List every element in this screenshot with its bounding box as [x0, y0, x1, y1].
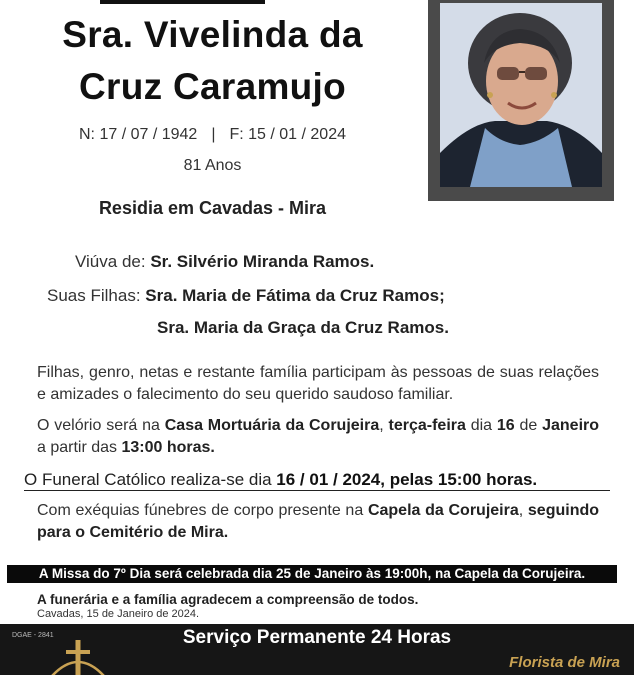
widow-label: Viúva de: [75, 252, 146, 271]
wake-date: 16 [496, 417, 515, 434]
wake-text-4: de [514, 417, 543, 434]
deceased-name-line2: Cruz Caramujo [78, 66, 347, 107]
daughter-2-line [157, 318, 449, 338]
top-decorative-bar [100, 0, 265, 4]
wake-time: 13:00 horas. [121, 439, 215, 456]
wake-month: Janeiro [542, 417, 600, 434]
brand-name: Florista de Mira [509, 654, 620, 671]
exequies-text-3: seguindo para o Cemitério de Mira. [37, 502, 600, 541]
place-date: Cavadas, 15 de Janeiro de 2024. [37, 608, 200, 620]
age: 81 Anos [183, 157, 242, 174]
wake-place: Casa Mortuária da Corujeira [164, 417, 380, 434]
funeral-when: 16 / 01 / 2024, pelas 15:00 horas. [276, 470, 538, 489]
wake-text-2: , [379, 417, 389, 434]
dates-line [20, 126, 405, 144]
exequies-text-2: , [518, 502, 528, 519]
date-separator: | [211, 126, 216, 143]
wake-text-5: a partir das [37, 439, 122, 456]
portrait-frame [428, 0, 614, 201]
deceased-name-line1: Sra. Vivelinda da [62, 14, 363, 55]
widow-line [75, 252, 374, 272]
service-text: Serviço Permanente 24 Horas [182, 627, 452, 648]
exequies-text-1: Com exéquias fúnebres de corpo presente na [37, 502, 368, 519]
missa-banner: A Missa do 7º Dia será celebrada dia 25 de Janeiro às 19:00h, na Capela da Corujeira. [7, 565, 617, 583]
wake-day: terça-feira [388, 417, 466, 434]
death-date: F: 15 / 01 / 2024 [229, 126, 346, 143]
portrait-photo-icon [440, 3, 602, 187]
daughter-1: Sra. Maria de Fátima da Cruz Ramos; [145, 286, 445, 305]
exequies-paragraph [37, 500, 599, 544]
intro-paragraph: Filhas, genro, netas e restante família participam às pessoas de suas relações e amizades o falecimento do seu querido saudoso familiar. [37, 364, 599, 403]
widow-name: Sr. Silvério Miranda Ramos. [150, 252, 375, 271]
birth-date: N: 17 / 07 / 1942 [79, 126, 198, 143]
thanks-note: A funerária e a família agradecem a compreensão de todos. [37, 592, 419, 607]
daughter-2: Sra. Maria da Graça da Cruz Ramos. [157, 318, 449, 337]
residence: Residia em Cavadas - Mira [98, 198, 327, 218]
daughters-line [47, 286, 445, 306]
funeral-text: O Funeral Católico realiza-se dia [24, 470, 277, 489]
wake-text-3: dia [465, 417, 497, 434]
funeral-line [24, 470, 610, 491]
exequies-place: Capela da Corujeira [367, 502, 519, 519]
daughters-label: Suas Filhas: [47, 286, 141, 305]
footer-banner [0, 624, 634, 675]
license-number: DGAE - 2841 [12, 632, 54, 639]
wake-text-1: O velório será na [37, 417, 165, 434]
wake-paragraph [37, 415, 599, 459]
